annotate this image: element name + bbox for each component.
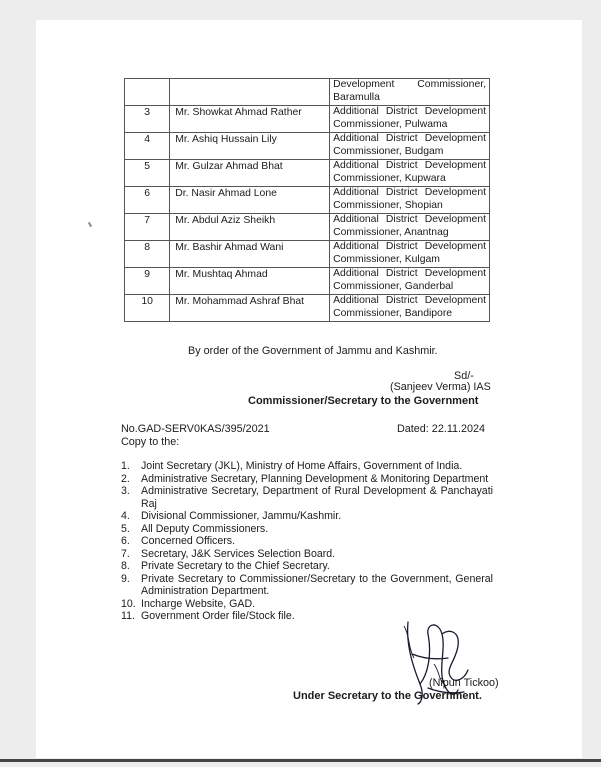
list-item <box>121 523 493 536</box>
table-row <box>125 295 490 322</box>
list-item <box>121 485 493 510</box>
officer-name-cell: Mr. Showkat Ahmad Rather <box>170 106 330 133</box>
list-item-number: 9. <box>121 572 130 585</box>
list-item-text: Government Order file/Stock file. <box>141 610 295 622</box>
serial-number-cell: 9 <box>125 268 170 295</box>
serial-number-cell <box>125 79 170 106</box>
list-item-text: Concerned Officers. <box>141 535 236 547</box>
list-item-number: 4. <box>121 510 130 522</box>
signatory-designation: Commissioner/Secretary to the Government <box>248 395 479 407</box>
under-secretary-name: (Nipun Tickoo) <box>429 677 499 689</box>
list-item-text: Administrative Secretary, Planning Development & Monitoring Department <box>141 472 489 485</box>
list-item <box>121 548 493 561</box>
list-item <box>121 598 493 611</box>
table-row <box>125 268 490 295</box>
table-row <box>125 79 490 106</box>
officer-name-cell: Mr. Mohammad Ashraf Bhat <box>170 295 330 322</box>
posting-cell: Development Commissioner, Baramulla <box>330 79 490 106</box>
posting-cell: Additional District Development Commissioner, Bandipore <box>330 295 490 322</box>
list-item-number: 11. <box>121 610 135 622</box>
list-item-text: Divisional Commissioner, Jammu/Kashmir. <box>141 510 342 522</box>
list-item-number: 1. <box>121 460 130 472</box>
list-item <box>121 473 493 486</box>
sd-mark: Sd/- <box>454 370 474 382</box>
list-item-number: 8. <box>121 560 130 572</box>
list-item-text: Joint Secretary (JKL), Ministry of Home Affairs, Government of India. <box>141 460 463 472</box>
list-item <box>121 535 493 548</box>
posting-cell: Additional District Development Commissioner, Anantnag <box>330 214 490 241</box>
list-item-text: Private Secretary to Commissioner/Secretary to the Government, General Administration Department. <box>141 572 493 597</box>
serial-number-cell: 10 <box>125 295 170 322</box>
officer-name-cell: Mr. Mushtaq Ahmad <box>170 268 330 295</box>
list-item-number: 6. <box>121 535 130 547</box>
officer-name-cell <box>170 79 330 106</box>
officer-name-cell: Mr. Ashiq Hussain Lily <box>170 133 330 160</box>
posting-cell: Additional District Development Commissioner, Pulwama <box>330 106 490 133</box>
reference-number: No.GAD-SERV0KAS/395/2021 <box>121 423 270 435</box>
list-item-number: 3. <box>121 485 130 497</box>
posting-cell: Additional District Development Commissioner, Kupwara <box>330 160 490 187</box>
list-item <box>121 560 493 573</box>
posting-cell: Additional District Development Commissioner, Kulgam <box>330 241 490 268</box>
serial-number-cell: 8 <box>125 241 170 268</box>
serial-number-cell: 4 <box>125 133 170 160</box>
copy-to-heading: Copy to the: <box>121 436 180 448</box>
list-item-text: Secretary, J&K Services Selection Board. <box>141 547 336 560</box>
copy-list <box>121 460 493 623</box>
serial-number-cell: 6 <box>125 187 170 214</box>
posting-cell: Additional District Development Commissioner, Shopian <box>330 187 490 214</box>
reference-date: Dated: 22.11.2024 <box>397 423 486 435</box>
list-item-number: 2. <box>121 472 130 485</box>
table-row <box>125 133 490 160</box>
table-row <box>125 214 490 241</box>
list-item-text: Administrative Secretary, Department of Rural Development & Panchayati Raj <box>141 485 493 510</box>
serial-number-cell: 5 <box>125 160 170 187</box>
list-item-text: All Deputy Commissioners. <box>141 522 269 535</box>
under-secretary-designation: Under Secretary to the Government. <box>293 690 482 702</box>
posting-cell: Additional District Development Commissioner, Ganderbal <box>330 268 490 295</box>
serial-number-cell: 7 <box>125 214 170 241</box>
table-row <box>125 106 490 133</box>
officer-name-cell: Mr. Bashir Ahmad Wani <box>170 241 330 268</box>
officer-name-cell: Dr. Nasir Ahmad Lone <box>170 187 330 214</box>
list-item-number: 7. <box>121 547 130 560</box>
serial-number-cell: 3 <box>125 106 170 133</box>
list-item <box>121 460 493 473</box>
signatory-name: (Sanjeev Verma) IAS <box>390 381 491 393</box>
list-item-number: 10. <box>121 597 136 610</box>
page-edge-line <box>0 759 601 762</box>
officer-name-cell: Mr. Abdul Aziz Sheikh <box>170 214 330 241</box>
list-item <box>121 573 493 598</box>
order-line: By order of the Government of Jammu and Kashmir. <box>188 345 438 357</box>
table-row <box>125 187 490 214</box>
list-item <box>121 510 493 523</box>
officers-table <box>124 78 490 322</box>
posting-cell: Additional District Development Commissioner, Budgam <box>330 133 490 160</box>
list-item-number: 5. <box>121 522 130 535</box>
table-row <box>125 241 490 268</box>
officer-name-cell: Mr. Gulzar Ahmad Bhat <box>170 160 330 187</box>
list-item-text: Private Secretary to the Chief Secretary. <box>141 560 330 572</box>
list-item-text: Incharge Website, GAD. <box>141 597 256 610</box>
table-row <box>125 160 490 187</box>
